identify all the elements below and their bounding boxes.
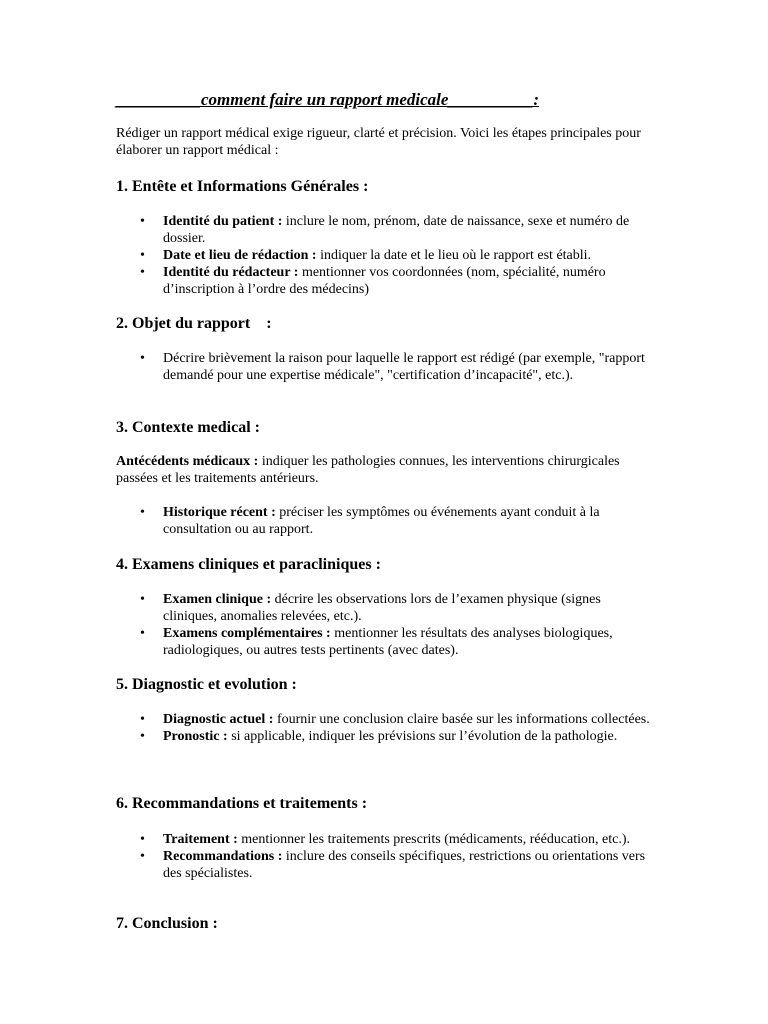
list-item bbox=[116, 264, 656, 298]
item-label: Date et lieu de rédaction : bbox=[163, 248, 317, 263]
bullet-icon: • bbox=[140, 265, 145, 280]
section-3-heading: 3. Contexte medical : bbox=[116, 419, 260, 436]
item-text: décrire les observations lors de l’examen physique (signes cliniques, anomalies relevées, etc.). bbox=[163, 592, 601, 624]
intro-paragraph: Rédiger un rapport médical exige rigueur, clarté et précision. Voici les étapes principales pour élaborer un rapport médical : bbox=[116, 126, 641, 158]
section-5-list bbox=[116, 711, 656, 745]
item-label: Examen clinique : bbox=[163, 592, 272, 607]
item-text: préciser les symptômes ou événements ayant conduit à la consultation ou au rapport. bbox=[163, 505, 600, 537]
section-2-list bbox=[116, 350, 656, 384]
list-item bbox=[116, 504, 656, 538]
list-item bbox=[116, 831, 656, 848]
section-3-list bbox=[116, 504, 656, 538]
bullet-icon: • bbox=[140, 248, 145, 263]
item-text: mentionner les résultats des analyses biologiques, radiologiques, ou autres tests pertinents (avec dates). bbox=[163, 626, 613, 658]
list-item bbox=[116, 591, 656, 625]
bullet-icon: • bbox=[140, 351, 145, 366]
item-text: inclure des conseils spécifiques, restrictions ou orientations vers des spécialistes. bbox=[163, 849, 646, 881]
section-6-heading: 6. Recommandations et traitements : bbox=[116, 795, 368, 812]
section-2-heading: 2. Objet du rapport : bbox=[116, 315, 272, 332]
list-item bbox=[116, 728, 656, 745]
item-label: Identité du patient : bbox=[163, 214, 283, 229]
item-label: Pronostic : bbox=[163, 729, 228, 744]
section-5-heading: 5. Diagnostic et evolution : bbox=[116, 676, 297, 693]
item-text: si applicable, indiquer les prévisions sur l’évolution de la pathologie. bbox=[227, 729, 618, 744]
item-text: indiquer la date et le lieu où le rapport est établi. bbox=[316, 248, 592, 263]
section-4-heading: 4. Examens cliniques et paracliniques : bbox=[116, 556, 381, 573]
section-1-heading: 1. Entête et Informations Générales : bbox=[116, 178, 369, 195]
bullet-icon: • bbox=[140, 214, 145, 229]
list-item bbox=[116, 350, 656, 384]
list-item bbox=[116, 848, 656, 882]
bullet-icon: • bbox=[140, 592, 145, 607]
paragraph-text: indiquer les pathologies connues, les interventions chirurgicales passées et les traitements antérieurs. bbox=[116, 454, 620, 486]
item-label: Historique récent : bbox=[163, 505, 276, 520]
list-item bbox=[116, 247, 656, 264]
item-label: Identité du rédacteur : bbox=[163, 265, 299, 280]
section-7-heading: 7. Conclusion : bbox=[116, 915, 218, 932]
item-label: Diagnostic actuel : bbox=[163, 712, 274, 727]
bullet-icon: • bbox=[140, 729, 145, 744]
bullet-icon: • bbox=[140, 712, 145, 727]
section-1-list bbox=[116, 213, 656, 298]
item-label: Examens complémentaires : bbox=[163, 626, 331, 641]
bullet-icon: • bbox=[140, 832, 145, 847]
item-text: mentionner vos coordonnées (nom, spécialité, numéro d’inscription à l’ordre des médecins) bbox=[163, 265, 606, 297]
paragraph-label: Antécédents médicaux : bbox=[116, 454, 259, 469]
item-text: fournir une conclusion claire basée sur les informations collectées. bbox=[273, 712, 650, 727]
list-item bbox=[116, 711, 656, 728]
section-4-list bbox=[116, 591, 656, 659]
section-3-paragraph bbox=[116, 453, 656, 487]
list-item bbox=[116, 213, 656, 247]
bullet-icon: • bbox=[140, 505, 145, 520]
list-item bbox=[116, 625, 656, 659]
item-text: inclure le nom, prénom, date de naissance, sexe et numéro de dossier. bbox=[163, 214, 630, 246]
section-6-list bbox=[116, 831, 656, 882]
item-text: mentionner les traitements prescrits (médicaments, rééducation, etc.). bbox=[237, 832, 631, 847]
page-title: __________comment faire un rapport medicale__________: bbox=[116, 90, 540, 109]
bullet-icon: • bbox=[140, 626, 145, 641]
item-label: Recommandations : bbox=[163, 849, 283, 864]
item-text: Décrire brièvement la raison pour laquelle le rapport est rédigé (par exemple, "rapport demandé pour une expertise médicale", "certification d’incapacité", etc.). bbox=[163, 351, 645, 383]
bullet-icon: • bbox=[140, 849, 145, 864]
item-label: Traitement : bbox=[163, 832, 238, 847]
